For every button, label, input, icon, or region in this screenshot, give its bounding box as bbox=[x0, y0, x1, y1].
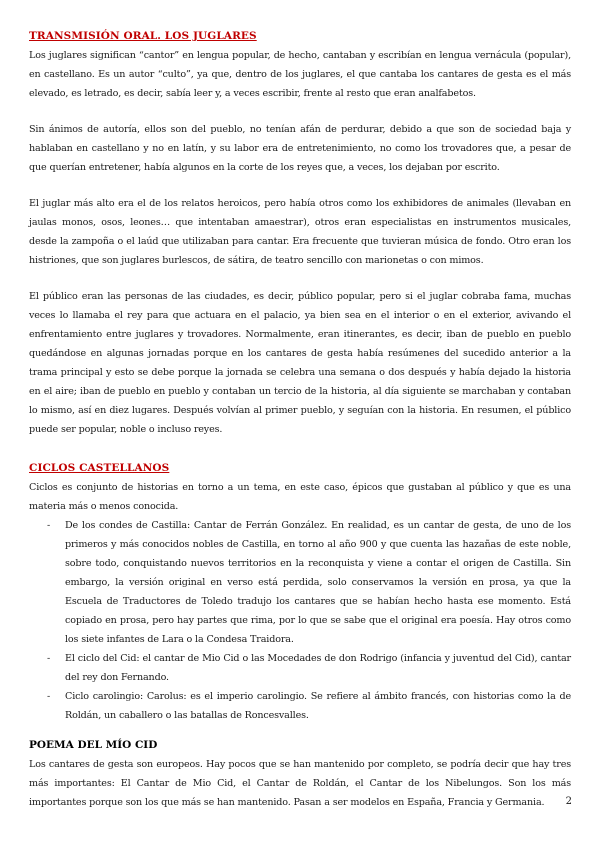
paragraph-juglares-2: Sin ánimos de autoría, ellos son del pueblo, no tenían afán de perdurar, debido a que son de sociedad baja y hablaban en castellano y no en latín, y su labor era de entretenimiento, no como los trovadores que, a pesar de que querían entretener, había algunos en la corte de los reyes que, a veces, los dejaban por escrito. bbox=[29, 124, 571, 173]
paragraph-juglares-3: El juglar más alto era el de los relatos heroicos, pero había otros como los exhibidores de animales (llevaban en jaulas monos, osos, leones… que intentaban amaestrar), otros eran especialistas en instrumentos musicales, desde la zampoña o el laúd que utilizaban para cantar. Era frecuente que tuvieran música de fondo. Otro eran los histriones, que son juglares burlescos, de sátira, de teatro sencillo con marionetas o con mimos. bbox=[29, 198, 571, 266]
section-title-juglares: TRANSMISIÓN ORAL. LOS JUGLARES bbox=[29, 30, 257, 42]
paragraph-ciclos-intro: Ciclos es conjunto de historias en torno a un tema, en este caso, épicos que gustaban al público y que es una materia más o menos conocida. bbox=[29, 482, 571, 512]
list-item bbox=[47, 649, 571, 687]
list-item bbox=[47, 687, 571, 725]
section-title-ciclos: CICLOS CASTELLANOS bbox=[29, 462, 170, 474]
list-item-text: Ciclo carolingio: Carolus: es el imperio carolingio. Se refiere al ámbito francés, con historias como la de Roldán, un caballero o las batallas de Roncesvalles. bbox=[65, 691, 571, 721]
paragraph-juglares-4: El público eran las personas de las ciudades, es decir, público popular, pero si el juglar cobraba fama, muchas veces lo llamaba el rey para que actuara en el palacio, ya bien sea en el interior o en el exterior, avivando el enfrentamiento entre juglares y trovadores. Normalmente, eran itinerantes, es decir, iban de pueblo en pueblo quedándose en algunas jornadas porque en los cantares de gesta había resúmenes del sucedido anterior a la trama principal y esto se debe porque la jornada se celebra una semana o dos después y había dejado la historia en el aire; iban de pueblo en pueblo y contaban un tercio de la historia, al día siguiente se marchaban y contaban lo mismo, así en diez lugares. Después volvían al primer pueblo, y seguían con la historia. En resumen, el público puede ser popular, noble o incluso reyes. bbox=[29, 291, 571, 435]
ciclos-list bbox=[29, 516, 571, 725]
paragraph-juglares-1: Los juglares significan “cantor” en lengua popular, de hecho, cantaban y escribían en lengua vernácula (popular), en castellano. Es un autor “culto”, ya que, dentro de los juglares, el que cantaba los cantares de gesta es el más elevado, es letrado, es decir, sabía leer y, a veces escribir, frente al resto que eran analfabetos. bbox=[29, 50, 571, 99]
paragraph-poema: Los cantares de gesta son europeos. Hay pocos que se han mantenido por completo, se podría decir que hay tres más importantes: El Cantar de Mio Cid, el Cantar de Roldán, el Cantar de los Nibelungos. Son los más importantes porque son los que más se han mantenido. Pasan a ser modelos en España, Francia y Germania. bbox=[29, 759, 571, 808]
bullet-dash: - bbox=[47, 520, 51, 531]
section-title-poema: POEMA DEL MÍO CID bbox=[29, 739, 158, 751]
page-number: 2 bbox=[565, 796, 572, 807]
bullet-dash: - bbox=[47, 691, 51, 702]
list-item-text: De los condes de Castilla: Cantar de Ferrán González. En realidad, es un cantar de gesta, de uno de los primeros y más conocidos nobles de Castilla, en torno al año 900 y que cuenta las hazañas de este noble, sobre todo, conquistando nuevos territorios en la reconquista y viene a contar el origen de Castilla. Sin embargo, la versión original en verso está perdida, solo conservamos la versión en prosa, ya que la Escuela de Traductores de Toledo tradujo los cantares que se habían hecho hasta ese momento. Está copiado en prosa, pero hay partes que rima, por lo que se sabe que el original era poesía. Hay otros como los siete infantes de Lara o la Condesa Traidora. bbox=[65, 520, 571, 645]
list-item bbox=[47, 516, 571, 649]
list-item-text: El ciclo del Cid: el cantar de Mio Cid o las Mocedades de don Rodrigo (infancia y juventud del Cid), cantar del rey don Fernando. bbox=[65, 653, 571, 683]
bullet-dash: - bbox=[47, 653, 51, 664]
